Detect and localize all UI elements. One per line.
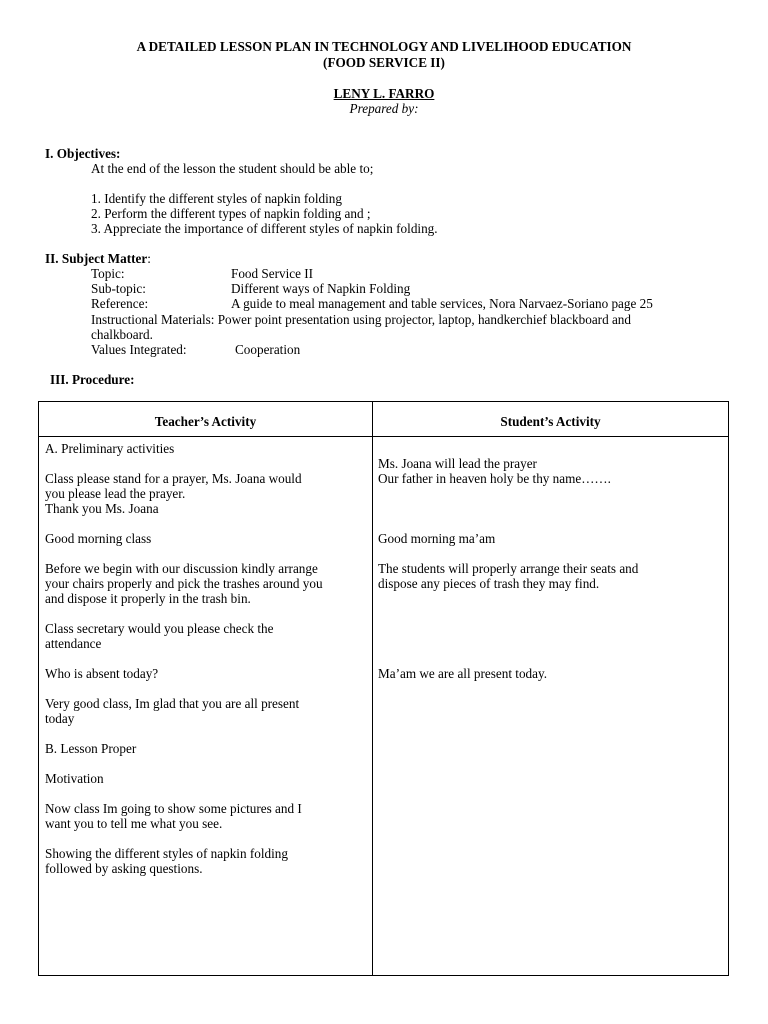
values-value: Cooperation (235, 342, 301, 357)
teacher-glad-2: today (45, 711, 75, 726)
student-arrange-2: dispose any pieces of trash they may find. (378, 576, 600, 591)
reference-value: A guide to meal management and table services, Nora Narvaez-Soriano page 25 (231, 296, 653, 311)
teacher-lesson-proper: B. Lesson Proper (45, 741, 137, 756)
topic-label: Topic: (91, 266, 125, 281)
teacher-arrange-2: your chairs properly and pick the trashes around you (45, 576, 323, 591)
teacher-secretary-2: attendance (45, 636, 102, 651)
teacher-prayer-2: you please lead the prayer. (45, 486, 186, 501)
student-activity-column (378, 456, 723, 681)
teacher-show-1: Now class Im going to show some pictures and I (45, 801, 302, 816)
procedure-table (38, 401, 729, 976)
topic-value: Food Service II (231, 266, 314, 281)
subtopic-value: Different ways of Napkin Folding (231, 281, 411, 296)
student-activity-header: Student’s Activity (500, 414, 601, 429)
student-father: Our father in heaven holy be thy name……. (378, 471, 611, 486)
author-block (0, 86, 768, 101)
objective-item-1: 1. Identify the different styles of napkin folding (91, 191, 342, 206)
materials-line-1: Instructional Materials: Power point presentation using projector, laptop, handkerchief blackboard and (91, 312, 631, 327)
subject-matter-heading: II. Subject Matter (45, 251, 148, 266)
teacher-glad-1: Very good class, Im glad that you are all present (45, 696, 300, 711)
student-lead: Ms. Joana will lead the prayer (378, 456, 537, 471)
objectives-heading: I. Objectives: (45, 146, 121, 161)
teacher-activity-column (45, 441, 367, 876)
header-divider (39, 436, 728, 437)
reference-label: Reference: (91, 296, 149, 311)
subtopic-label: Sub-topic: (91, 281, 146, 296)
teacher-show-2: want you to tell me what you see. (45, 816, 223, 831)
student-greeting: Good morning ma’am (378, 531, 496, 546)
title-line-2: (FOOD SERVICE II) (323, 55, 445, 70)
objectives-intro: At the end of the lesson the student should be able to; (91, 161, 374, 176)
prepared-by: Prepared by: (349, 101, 419, 116)
column-divider (372, 402, 373, 975)
title-line-1: A DETAILED LESSON PLAN IN TECHNOLOGY AND LIVELIHOOD EDUCATION (136, 39, 632, 54)
author-name: LENY L. FARRO (333, 86, 435, 101)
subject-matter-heading-block (45, 251, 151, 266)
teacher-arrange-1: Before we begin with our discussion kindly arrange (45, 561, 318, 576)
teacher-prayer-3: Thank you Ms. Joana (45, 501, 159, 516)
teacher-prayer-1: Class please stand for a prayer, Ms. Joana would (45, 471, 302, 486)
objective-item-2: 2. Perform the different types of napkin folding and ; (91, 206, 371, 221)
teacher-styles-2: followed by asking questions. (45, 861, 203, 876)
teacher-styles-1: Showing the different styles of napkin folding (45, 846, 288, 861)
values-label: Values Integrated: (91, 342, 187, 357)
teacher-secretary-1: Class secretary would you please check the (45, 621, 274, 636)
teacher-prelim: A. Preliminary activities (45, 441, 175, 456)
student-arrange-1: The students will properly arrange their seats and (378, 561, 639, 576)
teacher-greeting: Good morning class (45, 531, 152, 546)
teacher-activity-header: Teacher’s Activity (154, 414, 257, 429)
procedure-heading: III. Procedure: (50, 372, 135, 387)
student-present: Ma’am we are all present today. (378, 666, 548, 681)
teacher-arrange-3: and dispose it properly in the trash bin. (45, 591, 251, 606)
teacher-absent: Who is absent today? (45, 666, 159, 681)
subject-matter-colon: : (147, 251, 151, 266)
teacher-motivation: Motivation (45, 771, 104, 786)
materials-line-2: chalkboard. (91, 327, 153, 342)
objective-item-3: 3. Appreciate the importance of different styles of napkin folding. (91, 221, 438, 236)
